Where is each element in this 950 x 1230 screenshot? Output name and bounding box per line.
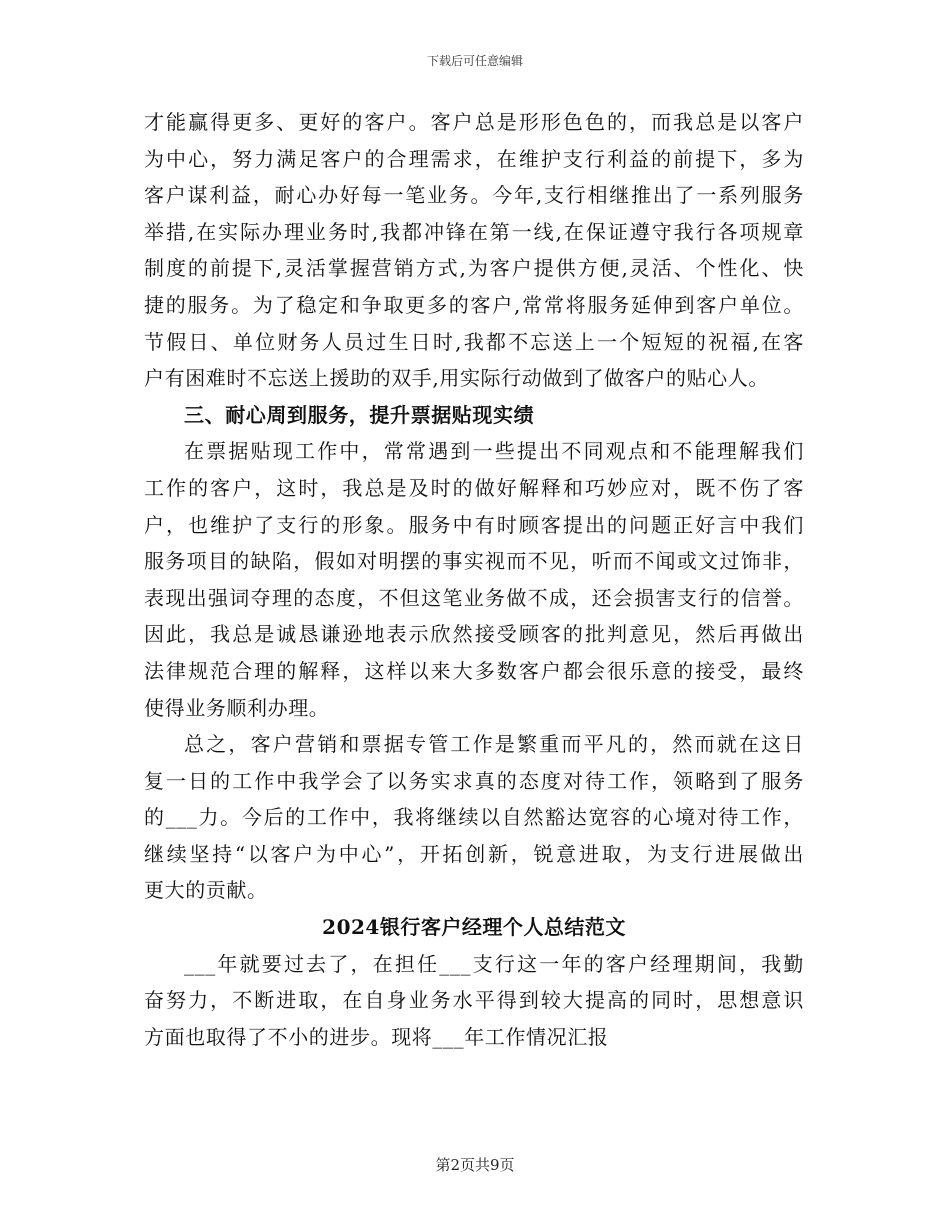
text-line: 奋努力，不断进取，在自身业务水平得到较大提高的同时，思想意识	[144, 988, 804, 1013]
text-line: 继续坚持“以客户为中心”，开拓创新，锐意进取，为支行进展做出	[144, 841, 804, 866]
page-footer	[0, 1155, 950, 1175]
text-line: 制度的前提下,灵活掌握营销方式,为客户提供方便,灵活、个性化、快	[144, 256, 804, 281]
text-line: 客户谋利益，耐心办好每一笔业务。今年,支行相继推出了一系列服务	[144, 183, 804, 208]
text-line: 才能赢得更多、更好的客户。客户总是形形色色的，而我总是以客户	[144, 110, 804, 134]
text-line: 捷的服务。为了稳定和争取更多的客户,常常将服务延伸到客户单位。	[144, 292, 804, 317]
text-line: 工作的客户，这时，我总是及时的做好解释和巧妙应对，既不伤了客	[144, 475, 804, 500]
text-line: ___年就要过去了，在担任___支行这一年的客户经理期间，我勤	[184, 951, 804, 976]
text-line: 户有困难时不忘送上援助的双手,用实际行动做到了做客户的贴心人。	[144, 366, 769, 391]
text-line: 更大的贡献。	[144, 878, 268, 903]
paragraph-intro	[144, 946, 804, 1056]
text-line: 使得业务顺利办理。	[144, 695, 330, 720]
text-line: 节假日、单位财务人员过生日时,我都不忘送上一个短短的祝福,在客	[144, 329, 804, 354]
paragraph-conclusion	[144, 726, 804, 909]
text-line: 在票据贴现工作中，常常遇到一些提出不同观点和不能理解我们	[184, 439, 804, 464]
text-line: 服务项目的缺陷，假如对明摆的事实视而不见，听而不闻或文过饰非，	[144, 549, 804, 574]
header-note: 下载后可任意编辑	[426, 54, 523, 68]
page-number: 第2页共9页	[435, 1156, 515, 1174]
document-title: 2024银行客户经理个人总结范文	[322, 915, 626, 940]
text-line: 复一日的工作中我学会了以务实求真的态度对待工作，领略到了服务	[144, 768, 804, 793]
text-line: 为中心，努力满足客户的合理需求，在维护支行利益的前提下，多为	[144, 146, 804, 171]
text-line: 因此，我总是诚恳谦逊地表示欣然接受顾客的批判意见，然后再做出	[144, 622, 804, 647]
text-line: 方面也取得了不小的进步。现将___年工作情况汇报	[144, 1024, 609, 1049]
text-line: 法律规范合理的解释，这样以来大多数客户都会很乐意的接受，最终	[144, 658, 804, 683]
paragraph-customer-service	[144, 104, 804, 397]
section-heading-3: 三、耐心周到服务，提升票据贴现实绩	[184, 402, 535, 427]
text-line: 举措,在实际办理业务时,我都冲锋在第一线,在保证遵守我行各项规章	[144, 219, 804, 244]
paragraph-bill-discount	[144, 433, 804, 726]
document-body	[144, 104, 804, 1055]
text-line: 表现出强词夺理的态度，不但这笔业务做不成，还会损害支行的信誉。	[144, 585, 804, 610]
text-line: 的___力。今后的工作中，我将继续以自然豁达宽容的心境对待工作，	[144, 805, 804, 830]
text-line: 总之，客户营销和票据专管工作是繁重而平凡的，然而就在这日	[184, 732, 804, 757]
page-header	[0, 53, 950, 69]
text-line: 户，也维护了支行的形象。服务中有时顾客提出的问题正好言中我们	[144, 512, 804, 537]
